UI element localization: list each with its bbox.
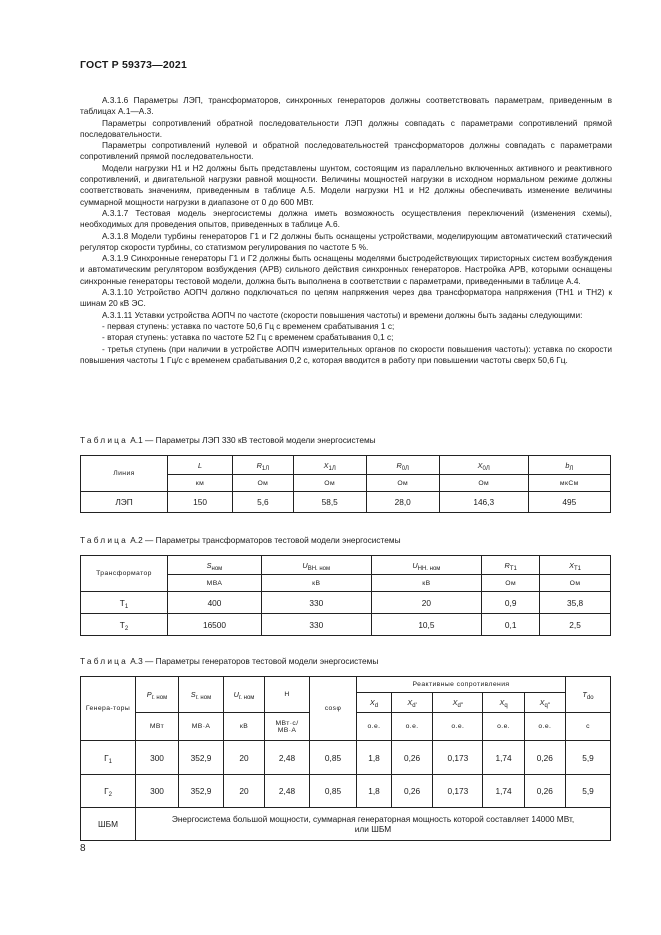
- table-cell: $Г_1$: [81, 741, 136, 775]
- caption-word: Таблица: [80, 435, 128, 445]
- table-cell: 2,48: [265, 741, 310, 775]
- table-cell: ШБМ: [81, 808, 136, 841]
- table-cell: 10,5: [371, 614, 482, 636]
- table-cell: 5,9: [566, 741, 611, 775]
- table-cell: 0,26: [524, 775, 565, 808]
- table-cell: 0,26: [524, 741, 565, 775]
- table2-unit: Ом: [540, 575, 611, 592]
- table-cell: 1,8: [357, 741, 392, 775]
- table2-param: $S_{ном}$: [168, 556, 262, 575]
- table3-react-param: $X_d$: [357, 693, 392, 713]
- table1-unit: Ом: [293, 475, 366, 492]
- table3-unit: о.е.: [357, 713, 392, 741]
- table-cell: Энергосистема большой мощности, суммарная генераторная мощность которой составляет 14000 МВт, или ШБМ: [136, 808, 611, 841]
- table1-param: $b_Л$: [528, 456, 610, 475]
- page-number: 8: [80, 843, 86, 854]
- paragraph: А.3.1.7 Тестовая модель энергосистемы должна иметь возможность осуществления переключений (изменения схемы), необходимых для проведения опытов, приведенных в таблице А.6.: [80, 207, 612, 230]
- caption-text: А.2 — Параметры трансформаторов тестовой модели энергосистемы: [130, 535, 401, 545]
- table-cell: $Т_2$: [81, 614, 168, 636]
- table1-unit: Ом: [233, 475, 294, 492]
- table-cell: 0,26: [391, 775, 432, 808]
- table1-param: $X_{1Л}$: [293, 456, 366, 475]
- table3-react-header: Реактивные сопротивления: [357, 677, 566, 693]
- table-cell: 330: [261, 592, 371, 614]
- paragraph: А.3.1.11 Уставки устройства АОПЧ по частоте (скорости повышения частоты) и времени должны быть заданы следующими:: [102, 309, 583, 320]
- table-cell: 400: [168, 592, 262, 614]
- table-cell: 352,9: [179, 775, 224, 808]
- table1-param: $R_{1Л}$: [233, 456, 294, 475]
- table2-caption: [80, 535, 401, 545]
- table2-unit: МВА: [168, 575, 262, 592]
- list-item: - первая ступень: уставка по частоте 50,6 Гц с временем срабатывания 1 с;: [102, 320, 395, 331]
- caption-word: Таблица: [80, 656, 128, 666]
- table2-unit: кВ: [371, 575, 482, 592]
- table-cell: 0,85: [310, 741, 357, 775]
- table1-caption: [80, 435, 376, 445]
- table3-unit: с: [566, 713, 611, 741]
- list-item: - третья ступень (при наличии в устройстве АОПЧ измерительных органов по скорости повышения частоты): уставка по скорости повышения частоты 1 Гц/с с временем срабатывания 0,2 с, которая вводится в работу при повышении частоты сверх 50,6 Гц.: [80, 343, 612, 365]
- table3-unit: о.е.: [433, 713, 483, 741]
- table3-param: $P_{г. ном}$: [136, 677, 179, 713]
- table3-cos: cosφ: [310, 677, 357, 741]
- table-cell: $Г_2$: [81, 775, 136, 808]
- table3-param: $U_{г. ном}$: [224, 677, 265, 713]
- table-cell: 330: [261, 614, 371, 636]
- table-row: [81, 808, 611, 841]
- paragraph: А.3.1.6 Параметры ЛЭП, трансформаторов, синхронных генераторов должны соответствовать параметрам, приведенным в таблицах А.1—А.3.: [80, 95, 612, 117]
- paragraph: А.3.1.10 Устройство АОПЧ должно подключаться по цепям напряжения через два трансформатора напряжения (ТН1 и ТН2) к шинам 20 кВ ЭС.: [80, 287, 612, 309]
- document-header: ГОСТ Р 59373—2021: [80, 59, 188, 71]
- table3-unit: МВт: [136, 713, 179, 741]
- table2-param: $U_{НН. ном}$: [371, 556, 482, 575]
- table-cell: 2,5: [540, 614, 611, 636]
- table1-param: $R_{0Л}$: [366, 456, 439, 475]
- table-cell: 16500: [168, 614, 262, 636]
- table-cell: 5,6: [233, 492, 294, 513]
- table-cell: $Т_1$: [81, 592, 168, 614]
- table2-unit: кВ: [261, 575, 371, 592]
- table-row: [81, 741, 611, 775]
- table-cell: 352,9: [179, 741, 224, 775]
- table2-unit: Ом: [482, 575, 540, 592]
- table-row: [81, 592, 611, 614]
- table1-unit: мкСм: [528, 475, 610, 492]
- table1: [80, 455, 611, 513]
- paragraph: Параметры сопротивлений обратной последовательности ЛЭП должны совпадать с параметрами сопротивлений прямой последовательности.: [80, 117, 612, 139]
- table-cell: 20: [224, 775, 265, 808]
- table-cell: 0,1: [482, 614, 540, 636]
- table3-react-param: $X_q$: [483, 693, 524, 713]
- table3-unit: кВ: [224, 713, 265, 741]
- table3-react-param: $X_{q''}$: [524, 693, 565, 713]
- table3-row-header: Генера-торы: [81, 677, 136, 741]
- caption-word: Таблица: [80, 535, 128, 545]
- table2-param: $R_{T1}$: [482, 556, 540, 575]
- table-cell: 300: [136, 775, 179, 808]
- table3-react-param: $X_{d'}$: [391, 693, 432, 713]
- table2-param: $X_{T1}$: [540, 556, 611, 575]
- table-cell: 0,9: [482, 592, 540, 614]
- table-cell: 2,48: [265, 775, 310, 808]
- table3-param: H: [265, 677, 310, 713]
- table3-unit: о.е.: [524, 713, 565, 741]
- table-cell: 1,74: [483, 741, 524, 775]
- paragraph: А.3.1.8 Модели турбины генераторов Г1 и Г2 должны быть оснащены устройствами, моделирующим автоматический статический регулятор скорости турбины, со статизмом регулирования по частоте 5 %.: [80, 230, 612, 252]
- table1-param: $X_{0Л}$: [439, 456, 528, 475]
- table1-param: L: [168, 456, 233, 475]
- table2: [80, 555, 611, 636]
- paragraph: Модели нагрузки Н1 и Н2 должны быть представлены шунтом, состоящим из параллельно включенных активного и реактивного сопротивлений, и двигательной нагрузки равной мощности. Величины мощностей нагрузки в исходном нормальном режиме должны соответствовать значениям, приведенным в таблице А.5. Модели нагрузки Н1 и Н2 должны обеспечивать изменение величины суммарной мощности нагрузки в диапазоне от 0 до 600 МВт.: [80, 162, 612, 207]
- table3-caption: [80, 656, 378, 666]
- table-cell: 146,3: [439, 492, 528, 513]
- table-cell: 0,85: [310, 775, 357, 808]
- table1-unit: км: [168, 475, 233, 492]
- table3-unit: МВт·с/МВ·А: [265, 713, 310, 741]
- table-cell: 0,26: [391, 741, 432, 775]
- table-cell: 0,173: [433, 775, 483, 808]
- paragraph: Параметры сопротивлений нулевой и обратной последовательностей трансформаторов должны совпадать с параметрами сопротивлений прямой последовательности.: [80, 140, 612, 162]
- table3-param: $S_{г. ном}$: [179, 677, 224, 713]
- table-cell: 495: [528, 492, 610, 513]
- paragraph: А.3.1.9 Синхронные генераторы Г1 и Г2 должны быть оснащены моделями быстродействующих тиристорных систем возбуждения и автоматическим регулятором возбуждения (АРВ) сильного действия синхронных генераторов. Настройка АРВ, которыми оснащены синхронные генераторы тестовой модели, должна быть выполнена в соответствии с параметрами, приведенными в таблице А.4.: [80, 253, 612, 286]
- table3-tdo: $T_{do}$: [566, 677, 611, 713]
- table-cell: 20: [224, 741, 265, 775]
- table-cell: ЛЭП: [81, 492, 168, 513]
- body-text: [80, 95, 612, 366]
- table-cell: 20: [371, 592, 482, 614]
- table1-unit: Ом: [439, 475, 528, 492]
- table3-unit: о.е.: [483, 713, 524, 741]
- table-row: [81, 775, 611, 808]
- table1-row-header: Линия: [81, 456, 168, 492]
- table2-row-header: Трансформатор: [81, 556, 168, 592]
- table3: [80, 676, 611, 841]
- table3-react-param: $X_{d''}$: [433, 693, 483, 713]
- table2-param: $U_{ВН. ном}$: [261, 556, 371, 575]
- table-cell: 1,74: [483, 775, 524, 808]
- table-cell: 1,8: [357, 775, 392, 808]
- table1-unit: Ом: [366, 475, 439, 492]
- caption-text: А.3 — Параметры генераторов тестовой модели энергосистемы: [130, 656, 379, 666]
- list-item: - вторая ступень: уставка по частоте 52 Гц с временем срабатывания 0,1 с;: [102, 332, 394, 343]
- table3-unit: о.е.: [391, 713, 432, 741]
- table-cell: 150: [168, 492, 233, 513]
- table-cell: 35,8: [540, 592, 611, 614]
- table-cell: 5,9: [566, 775, 611, 808]
- table-cell: 28,0: [366, 492, 439, 513]
- table-row: [81, 614, 611, 636]
- caption-text: А.1 — Параметры ЛЭП 330 кВ тестовой модели энергосистемы: [130, 435, 376, 445]
- table3-unit: МВ·А: [179, 713, 224, 741]
- table-cell: 0,173: [433, 741, 483, 775]
- table-row: [81, 492, 611, 513]
- table-cell: 58,5: [293, 492, 366, 513]
- table-cell: 300: [136, 741, 179, 775]
